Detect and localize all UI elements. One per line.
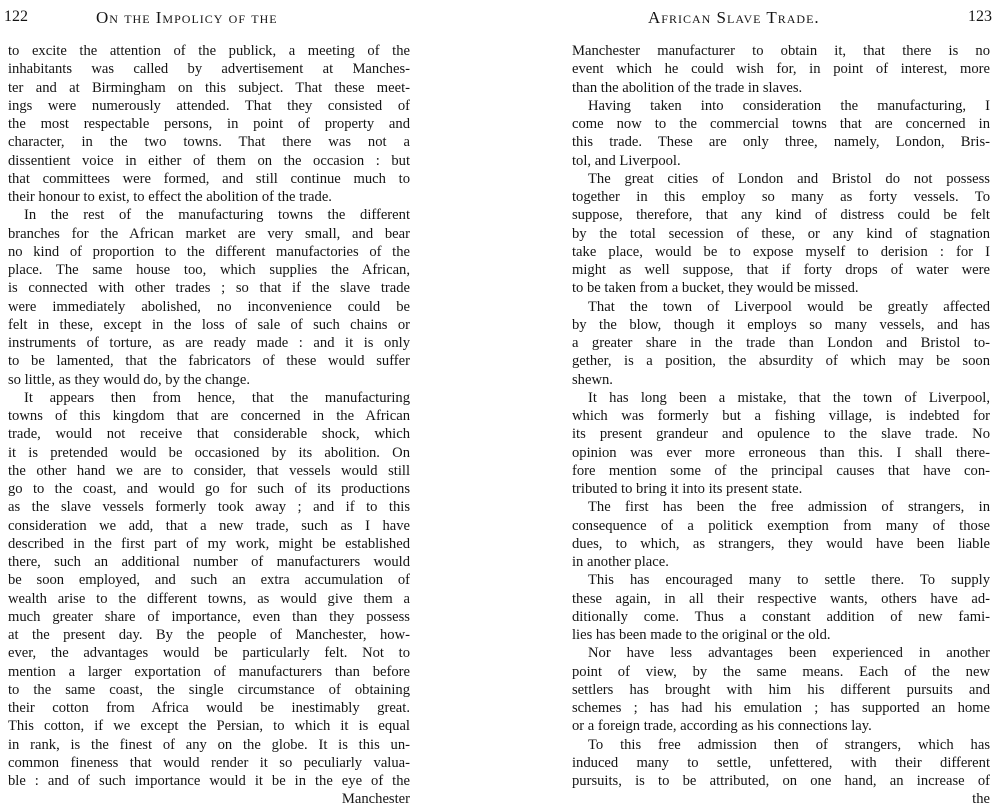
text-line: to the same coast, the single circumstance of obtaining [8, 681, 410, 698]
text-line: It appears then from hence, that the manufacturing [24, 389, 410, 406]
text-line: trade, would not receive that considerable shock, which [8, 426, 410, 443]
text-line: its present grandeur and opulence to the slave trade. No [572, 426, 990, 443]
text-line: than the abolition of the trade in slaves. [572, 79, 803, 96]
text-line: Nor have less advantages been experienced in another [588, 645, 990, 662]
text-line: branches for the African market are very small, and bear [8, 225, 410, 242]
text-line: ditionally come. Thus a constant addition of new fami- [572, 608, 990, 625]
text-line: common fineness that would render it so peculiarly valua- [8, 754, 410, 771]
text-line: there, such an additional number of manufacturers would [8, 554, 410, 570]
left-page-text [8, 42, 410, 809]
left-page-header [0, 8, 470, 28]
page-number: 122 [4, 8, 28, 25]
text-line: ble : and of such importance would it be in the eye of the [8, 773, 410, 789]
text-line: This has encouraged many to settle there. To supply [588, 572, 990, 589]
text-line: lies has been made to the original or the old. [572, 627, 831, 643]
text-line: ever, the advantages would be particularly felt. Not to [8, 645, 410, 662]
text-line: ings were numerously attended. That they consisted of [8, 97, 410, 114]
text-line: The first has been the free admission of strangers, in [588, 499, 990, 516]
text-line: so little, as they would do, by the change. [8, 371, 250, 388]
text-line: consequence of a politick exemption from many of those [572, 517, 990, 534]
text-line: the most respectable persons, in point of property and [8, 116, 410, 132]
text-line: gether, is a position, the absurdity of which may be soon [572, 353, 990, 370]
text-line: This cotton, if we except the Persian, to which it is equal [8, 718, 410, 735]
catchword: the [972, 791, 990, 808]
text-line: might as well suppose, that if forty drops of water were [572, 262, 990, 278]
text-line: to excite the attention of the publick, a meeting of the [8, 43, 410, 59]
text-line: mention a larger exportation of manufacturers than before [8, 663, 410, 680]
text-line: their honour to exist, to effect the abolition of the trade. [8, 189, 332, 205]
text-line: inhabitants was called by advertisement at Manches- [8, 61, 410, 78]
text-line: in rank, is the finest of any on the globe. It is this un- [8, 736, 410, 753]
text-line: dues, to which, as strangers, they would have been liable [572, 535, 990, 552]
text-line: as the slave vessels formerly took away ; and if to this [8, 499, 410, 516]
text-line: in another place. [572, 554, 669, 570]
text-line: to be lamented, that the fabricators of these would suffer [8, 353, 410, 370]
text-line: consideration we add, that a new trade, such as I have [8, 517, 410, 534]
text-line: by the total secession of these, or any kind of stagnation [572, 225, 990, 242]
text-line: their cotton from Africa would be inestimably great. [8, 700, 410, 716]
text-line: suppose, therefore, that any kind of distress could be felt [572, 207, 990, 224]
text-line: The great cities of London and Bristol do not possess [588, 170, 990, 187]
right-page-header [540, 8, 1000, 28]
text-line: the other hand we are to consider, that vessels would still [8, 462, 410, 479]
gutter [496, 684, 504, 704]
text-line: it is pretended would be occasioned by its abolition. On [8, 444, 410, 461]
text-line: Manchester manufacturer to obtain it, that there is no [572, 43, 990, 59]
text-line: that committees were formed, and still continue much to [8, 170, 410, 187]
text-line: wealth arise to the different towns, as would give them a [8, 590, 410, 607]
text-line: these again, in all their respective wants, others have ad- [572, 590, 990, 607]
text-line: or a foreign trade, according as his connections lay. [572, 718, 872, 735]
text-line: this trade. These are only three, namely, London, Bris- [572, 134, 990, 151]
text-line: That the town of Liverpool would be greatly affected [588, 298, 990, 315]
right-page [540, 0, 1000, 808]
text-line: tol, and Liverpool. [572, 152, 681, 169]
text-line: described in the first part of my work, might be established [8, 535, 410, 552]
text-line: go to the coast, and would go for such of its productions [8, 481, 410, 497]
text-line: take place, would be to expose myself to derision : for I [572, 243, 990, 260]
text-line: felt in these, except in the loss of sale of such chains or [8, 316, 410, 333]
text-line: which was formerly but a fishing village, is indebted for [572, 408, 990, 424]
text-line: place. The same house too, which supplies the African, [8, 262, 410, 278]
text-line: induced many to settle, unfettered, with their different [572, 754, 990, 771]
text-line: tributed to bring it into its present state. [572, 481, 803, 497]
text-line: much greater share of importance, even than they possess [8, 608, 410, 625]
text-line: point of view, by the same means. Each of the new [572, 663, 990, 680]
text-line: instruments of torture, as are ready made : and it is only [8, 335, 410, 351]
text-line: shewn. [572, 371, 613, 388]
text-line: ter and at Birmingham on this subject. That these meet- [8, 79, 410, 96]
text-line: dissentient voice in either of them on the occasion : but [8, 152, 410, 169]
text-line: a greater share in the trade than London and Bristol to- [572, 335, 990, 351]
text-line: fore mention some of the principal causes that have con- [572, 462, 990, 479]
left-page [0, 0, 470, 808]
text-line: were immediately abolished, no inconvenience could be [8, 298, 410, 315]
text-line: to be taken from a bucket, they would be missed. [572, 280, 859, 297]
text-line: In the rest of the manufacturing towns the different [24, 207, 410, 224]
text-line: no kind of proportion to the different manufactories of the [8, 243, 410, 260]
text-line: towns of this kingdom that are concerned in the African [8, 408, 410, 424]
text-line: opinion was ever more erroneous than this. I shall there- [572, 444, 990, 461]
running-head: African Slave Trade. [648, 8, 820, 27]
catchword: Manchester [341, 791, 410, 808]
text-line: character, in the two towns. That there was not a [8, 134, 410, 151]
text-line: by the blow, though it employs so many vessels, and has [572, 316, 990, 333]
text-line: at the present day. By the people of Manchester, how- [8, 627, 410, 643]
text-line: come now to the commercial towns that are concerned in [572, 116, 990, 132]
running-head: On the Impolicy of the [96, 8, 278, 27]
text-line: settlers has brought with him his different pursuits and [572, 681, 990, 698]
text-line: Having taken into consideration the manufacturing, I [588, 97, 990, 114]
text-line: schemes ; has had his emulation ; has supported an home [572, 700, 990, 716]
page-number: 123 [968, 8, 992, 25]
text-line: event which he could wish for, in point of interest, more [572, 61, 990, 78]
text-line: To this free admission then of strangers, which has [588, 736, 990, 753]
text-line: pursuits, is to be attributed, on one hand, an increase of [572, 773, 990, 789]
text-line: is connected with other trades ; so that if the slave trade [8, 280, 410, 297]
text-line: It has long been a mistake, that the town of Liverpool, [588, 389, 990, 406]
text-line: together in this employ so many as forty vessels. To [572, 189, 990, 205]
text-line: be soon employed, and such an extra accumulation of [8, 572, 410, 589]
right-page-text [572, 42, 990, 809]
